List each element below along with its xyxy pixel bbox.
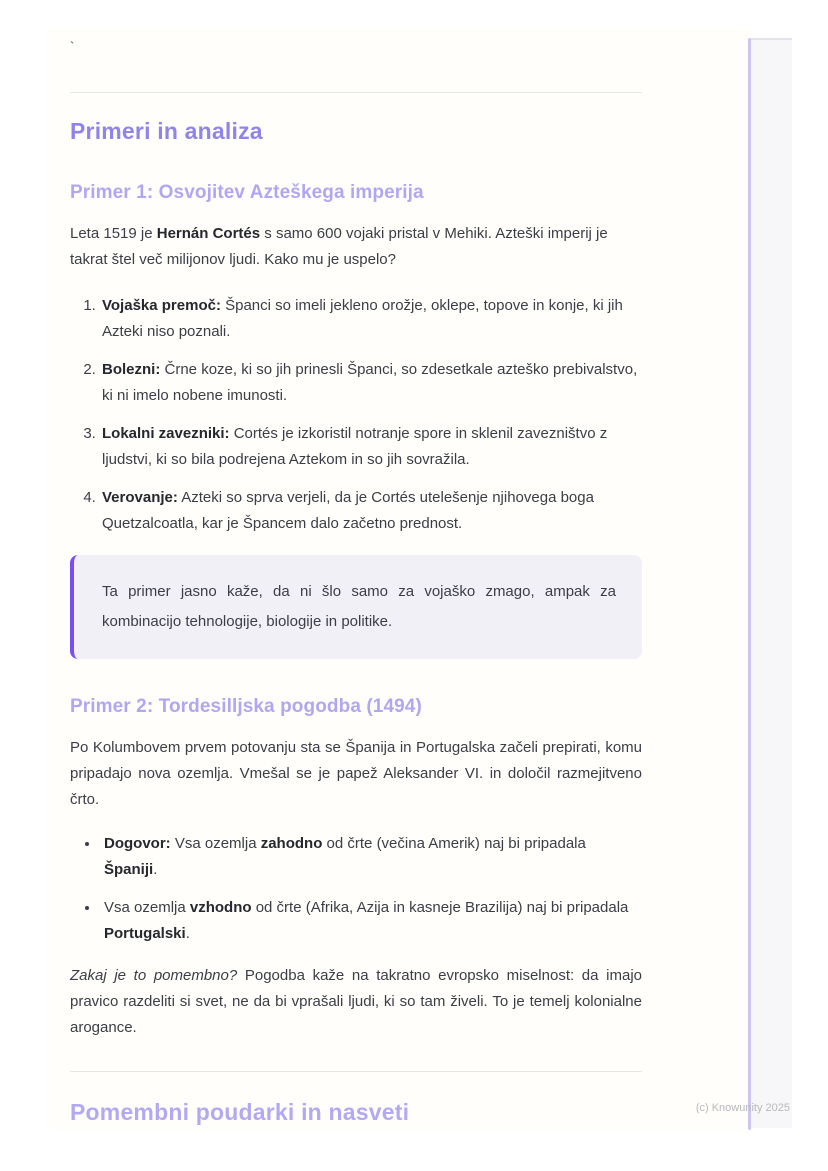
bold-zahodno: zahodno [260,835,323,852]
italic-zakaj-lead: Zakaj je to pomembno? [70,967,238,984]
list-item-verovanje [100,485,642,537]
text-run: s samo 600 vojaki pristal v Mehiki. Azteški imperij je takrat štel več milijonov ljudi. Kako mu je uspelo? [70,225,608,268]
text-run: Cortés je izkoristil notranje spore in sklenil zavezništvo z ljudstvi, ki so bila podrejena Aztekom in so jih sovražila. [102,425,608,468]
paragraph-why-important [70,963,642,1041]
text-run: od črte (večina Amerik) naj bi pripadala [322,835,586,852]
paragraph-tordesillas-intro: Po Kolumbovem prvem potovanju sta se Španija in Portugalska začeli prepirati, komu pripadajo nova ozemlja. Vmešal se je papež Aleksander VI. in določil razmejitveno črto. [70,739,642,808]
document-page [45,28,750,1130]
next-page-edge [751,38,792,1128]
bold-portugalski: Portugalski [104,925,186,942]
bullet-item-vzhodno [100,895,642,947]
text-run: Azteki so sprva verjeli, da je Cortés utelešenje njihovega boga Quetzalcoatla, kar je Špancem dalo začetno prednost. [102,489,594,532]
list-item-lead: Bolezni: [102,361,161,378]
stray-character: ` [70,39,75,54]
text-run: od črte (Afrika, Azija in kasneje Brazilija) naj bi pripadala [251,899,629,916]
bold-hernan-cortes: Hernán Cortés [156,225,261,242]
list-item-lokalni-zavezniki [100,421,642,473]
text-run: Pogodba kaže na takratno evropsko miselnost: da imajo pravico razdeliti si svet, ne da bi vprašali ljudi, ki so tam živeli. To je temelj kolonialne arogance. [70,967,642,1036]
list-item-lead: Verovanje: [102,489,178,506]
paragraph-cortes-intro [70,221,642,273]
text-run: Črne koze, ki so jih prinesli Španci, so zdesetkale azteško prebivalstvo, ki ni imelo nobene imunosti. [102,361,638,404]
text-run: . [185,925,190,942]
list-item-lead: Lokalni zavezniki: [102,425,230,442]
list-item-lead: Vojaška premoč: [102,297,221,314]
list-item-bolezni [100,357,642,409]
subheading-primer-2: Primer 2: Tordesilljska pogodba (1494) [70,696,422,717]
text-run: . [153,861,158,878]
document-content [70,28,642,1126]
bold-vzhodno: vzhodno [189,899,252,916]
subheading-primer-1: Primer 1: Osvojitev Azteškega imperija [70,182,424,203]
bold-dogovor: Dogovor: [104,835,171,852]
page-divider-line [748,38,751,1130]
bold-spaniji: Španiji [104,861,154,878]
numbered-list-reasons [70,293,642,537]
text-run: Španci so imeli jekleno orožje, oklepe, topove in konje, ki jih Azteki niso poznali. [102,297,623,340]
text-run: Vsa ozemlja [104,899,190,916]
section-divider-top [70,92,642,93]
section-heading-primeri-in-analiza: Primeri in analiza [70,118,263,144]
callout-quote-box: Ta primer jasno kaže, da ni šlo samo za vojaško zmago, ampak za kombinacijo tehnologije, biologije in politike. [70,555,642,659]
bullet-list-treaty [70,831,642,947]
copyright-watermark: (c) Knowunity 2025 [695,1102,790,1114]
text-run: Vsa ozemlja [170,835,261,852]
text-run: Leta 1519 je [70,225,157,242]
section-divider-bottom [70,1071,642,1072]
section-heading-pomembni-poudarki: Pomembni poudarki in nasveti [70,1099,410,1125]
bullet-item-dogovor [100,831,642,883]
list-item-vojaska-premoc [100,293,642,345]
